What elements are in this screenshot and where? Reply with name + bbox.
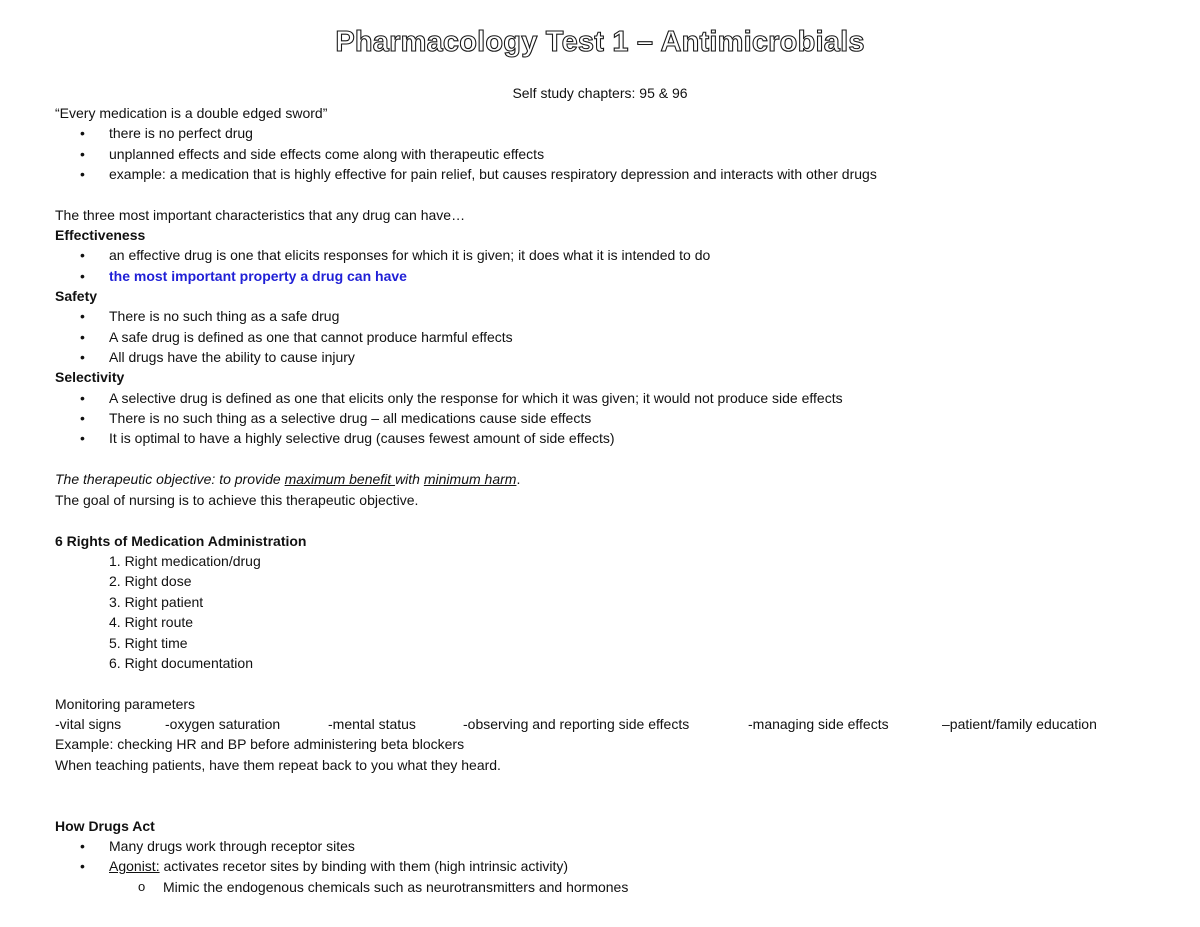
objective-min-harm: minimum harm	[423, 471, 517, 487]
agonist-bullet	[109, 856, 568, 876]
sub-bullet-icon: o	[138, 879, 146, 894]
safety-bullet: There is no such thing as a safe drug	[109, 308, 340, 324]
monitoring-param: -oxygen saturation	[165, 716, 281, 732]
objective-period: .	[516, 471, 521, 487]
bullet-icon: •	[80, 430, 85, 446]
monitoring-param: -managing side effects	[748, 716, 889, 732]
rights-item: 1. Right medication/drug	[109, 553, 261, 569]
agonist-text: activates recetor sites by binding with them (high intrinsic activity)	[159, 858, 569, 874]
bullet-icon: •	[80, 838, 85, 854]
agonist-label: Agonist:	[109, 858, 160, 874]
nursing-goal: The goal of nursing is to achieve this therapeutic objective.	[55, 492, 419, 508]
rights-item: 2. Right dose	[109, 573, 192, 589]
bullet-icon: •	[80, 166, 85, 182]
rights-item: 5. Right time	[109, 635, 188, 651]
monitoring-example: Example: checking HR and BP before administering beta blockers	[55, 736, 465, 752]
monitoring-param: -observing and reporting side effects	[463, 716, 690, 732]
selectivity-heading: Selectivity	[55, 369, 125, 385]
monitoring-teaching: When teaching patients, have them repeat back to you what they heard.	[55, 757, 501, 773]
bullet-icon: •	[80, 329, 85, 345]
document-title: Pharmacology Test 1 – Antimicrobials	[335, 26, 865, 58]
rights-item: 4. Right route	[109, 614, 194, 630]
agonist-sub-bullet: Mimic the endogenous chemicals such as neurotransmitters and hormones	[163, 879, 629, 895]
selectivity-bullet: There is no such thing as a selective drug – all medications cause side effects	[109, 410, 592, 426]
monitoring-param: -vital signs	[55, 716, 122, 732]
objective-text: The therapeutic objective: to provide	[55, 471, 285, 487]
effectiveness-highlight-bullet: the most important property a drug can have	[109, 268, 407, 284]
effectiveness-heading: Effectiveness	[55, 227, 146, 243]
intro-bullet: example: a medication that is highly effective for pain relief, but causes respiratory depression and interacts with other drugs	[109, 166, 877, 182]
safety-bullet: A safe drug is defined as one that cannot produce harmful effects	[109, 329, 513, 345]
drugs-act-bullet: Many drugs work through receptor sites	[109, 838, 355, 854]
rights-item: 6. Right documentation	[109, 655, 253, 671]
monitoring-param: –patient/family education	[942, 716, 1097, 732]
bullet-icon: •	[80, 308, 85, 324]
intro-bullet: unplanned effects and side effects come along with therapeutic effects	[109, 146, 545, 162]
quote-line: “Every medication is a double edged sword”	[55, 105, 328, 121]
how-drugs-act-heading: How Drugs Act	[55, 818, 155, 834]
safety-bullet: All drugs have the ability to cause injury	[109, 349, 355, 365]
rights-item: 3. Right patient	[109, 594, 204, 610]
self-study-line: Self study chapters: 95 & 96	[512, 85, 688, 101]
objective-max-benefit: maximum benefit	[284, 471, 396, 487]
bullet-icon: •	[80, 858, 85, 874]
effectiveness-bullet: an effective drug is one that elicits responses for which it is given; it does what it is intended to do	[109, 247, 711, 263]
therapeutic-objective	[55, 469, 520, 489]
bullet-icon: •	[80, 247, 85, 263]
bullet-icon: •	[80, 390, 85, 406]
selectivity-bullet: It is optimal to have a highly selective drug (causes fewest amount of side effects)	[109, 430, 615, 446]
monitoring-heading: Monitoring parameters	[55, 696, 196, 712]
bullet-icon: •	[80, 268, 85, 284]
bullet-icon: •	[80, 125, 85, 141]
bullet-icon: •	[80, 349, 85, 365]
bullet-icon: •	[80, 410, 85, 426]
intro-bullet: there is no perfect drug	[109, 125, 253, 141]
selectivity-bullet: A selective drug is defined as one that elicits only the response for which it was given; it would not produce side effects	[109, 390, 843, 406]
rights-heading: 6 Rights of Medication Administration	[55, 533, 307, 549]
characteristics-intro: The three most important characteristics that any drug can have…	[55, 207, 466, 223]
safety-heading: Safety	[55, 288, 98, 304]
objective-with: with	[395, 471, 424, 487]
monitoring-param: -mental status	[328, 716, 416, 732]
bullet-icon: •	[80, 146, 85, 162]
